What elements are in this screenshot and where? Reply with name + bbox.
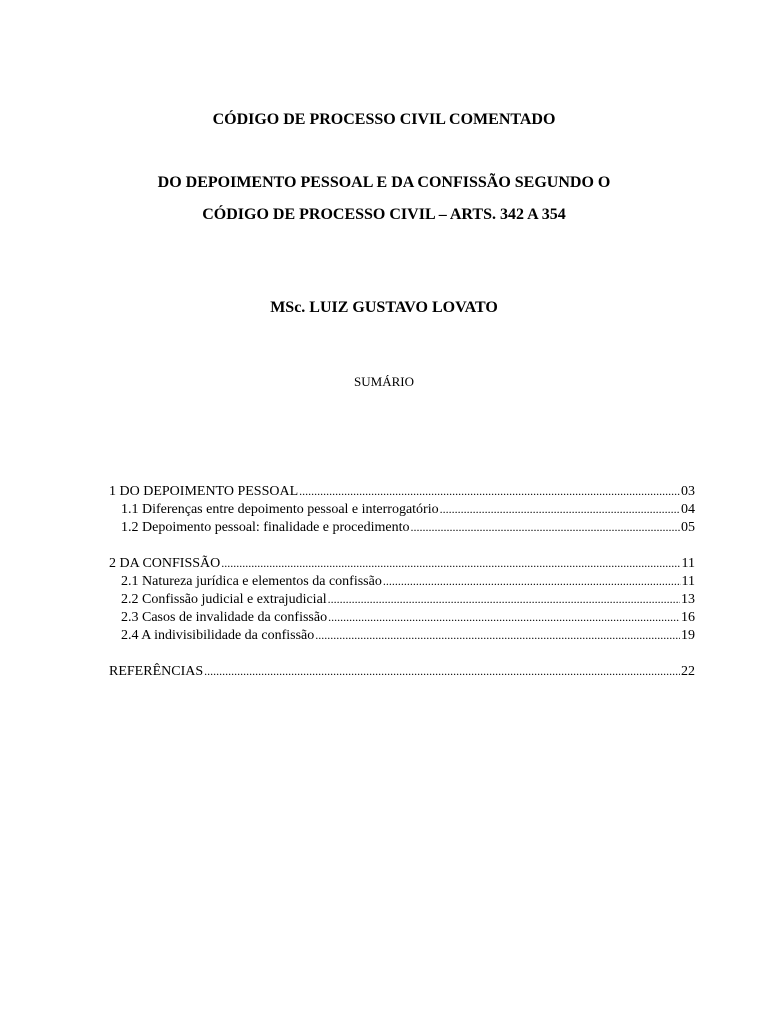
toc-dot-leader	[328, 608, 680, 626]
toc-dot-leader	[410, 518, 680, 536]
toc-entry-2-4	[109, 626, 695, 644]
toc-entry-1-2	[109, 518, 695, 536]
toc-entry-label: 2.4 A indivisibilidade da confissão	[121, 628, 315, 643]
toc-entry-page: 22	[681, 664, 695, 679]
toc-dot-leader	[383, 572, 681, 590]
toc-dot-leader	[221, 554, 680, 572]
toc-entry-label: REFERÊNCIAS	[109, 664, 204, 679]
author-name: MSc. LUIZ GUSTAVO LOVATO	[270, 299, 498, 316]
toc-entry-2	[109, 554, 695, 572]
toc-entry-page: 04	[681, 502, 695, 517]
document-subtitle-line-2: CÓDIGO DE PROCESSO CIVIL – ARTS. 342 A 354	[202, 206, 566, 223]
document-subtitle-line-1: DO DEPOIMENTO PESSOAL E DA CONFISSÃO SEGUNDO O	[157, 174, 611, 191]
toc-entry-label: 2 DA CONFISSÃO	[109, 556, 221, 571]
toc-dot-leader	[299, 482, 680, 500]
toc-entry-2-3	[109, 608, 695, 626]
toc-entry-page: 16	[681, 610, 695, 625]
toc-dot-leader	[440, 500, 680, 518]
toc-entry-page: 13	[681, 592, 695, 607]
toc-entry-page: 03	[681, 484, 695, 499]
toc-entry-page: 11	[681, 574, 695, 589]
toc-entry-page: 19	[681, 628, 695, 643]
toc-entry-label: 2.1 Natureza jurídica e elementos da confissão	[121, 574, 382, 589]
toc-entry-label: 2.2 Confissão judicial e extrajudicial	[121, 592, 327, 607]
toc-entry-2-1	[109, 572, 695, 590]
toc-dot-leader	[204, 662, 680, 680]
toc-entry-page: 11	[681, 556, 695, 571]
toc-dot-leader	[328, 590, 680, 608]
toc-entry-references	[109, 662, 695, 680]
toc-entry-label: 2.3 Casos de invalidade da confissão	[121, 610, 328, 625]
toc-entry-2-2	[109, 590, 695, 608]
toc-entry-1	[109, 482, 695, 500]
toc-entry-label: 1.1 Diferenças entre depoimento pessoal e interrogatório	[121, 502, 439, 517]
document-title: CÓDIGO DE PROCESSO CIVIL COMENTADO	[212, 111, 556, 128]
toc-entry-label: 1 DO DEPOIMENTO PESSOAL	[109, 484, 299, 499]
toc-entry-label: 1.2 Depoimento pessoal: finalidade e procedimento	[121, 520, 410, 535]
toc-dot-leader	[315, 626, 680, 644]
table-of-contents	[109, 482, 695, 680]
toc-entry-page: 05	[681, 520, 695, 535]
toc-entry-1-1	[109, 500, 695, 518]
toc-title: SUMÁRIO	[354, 374, 414, 389]
